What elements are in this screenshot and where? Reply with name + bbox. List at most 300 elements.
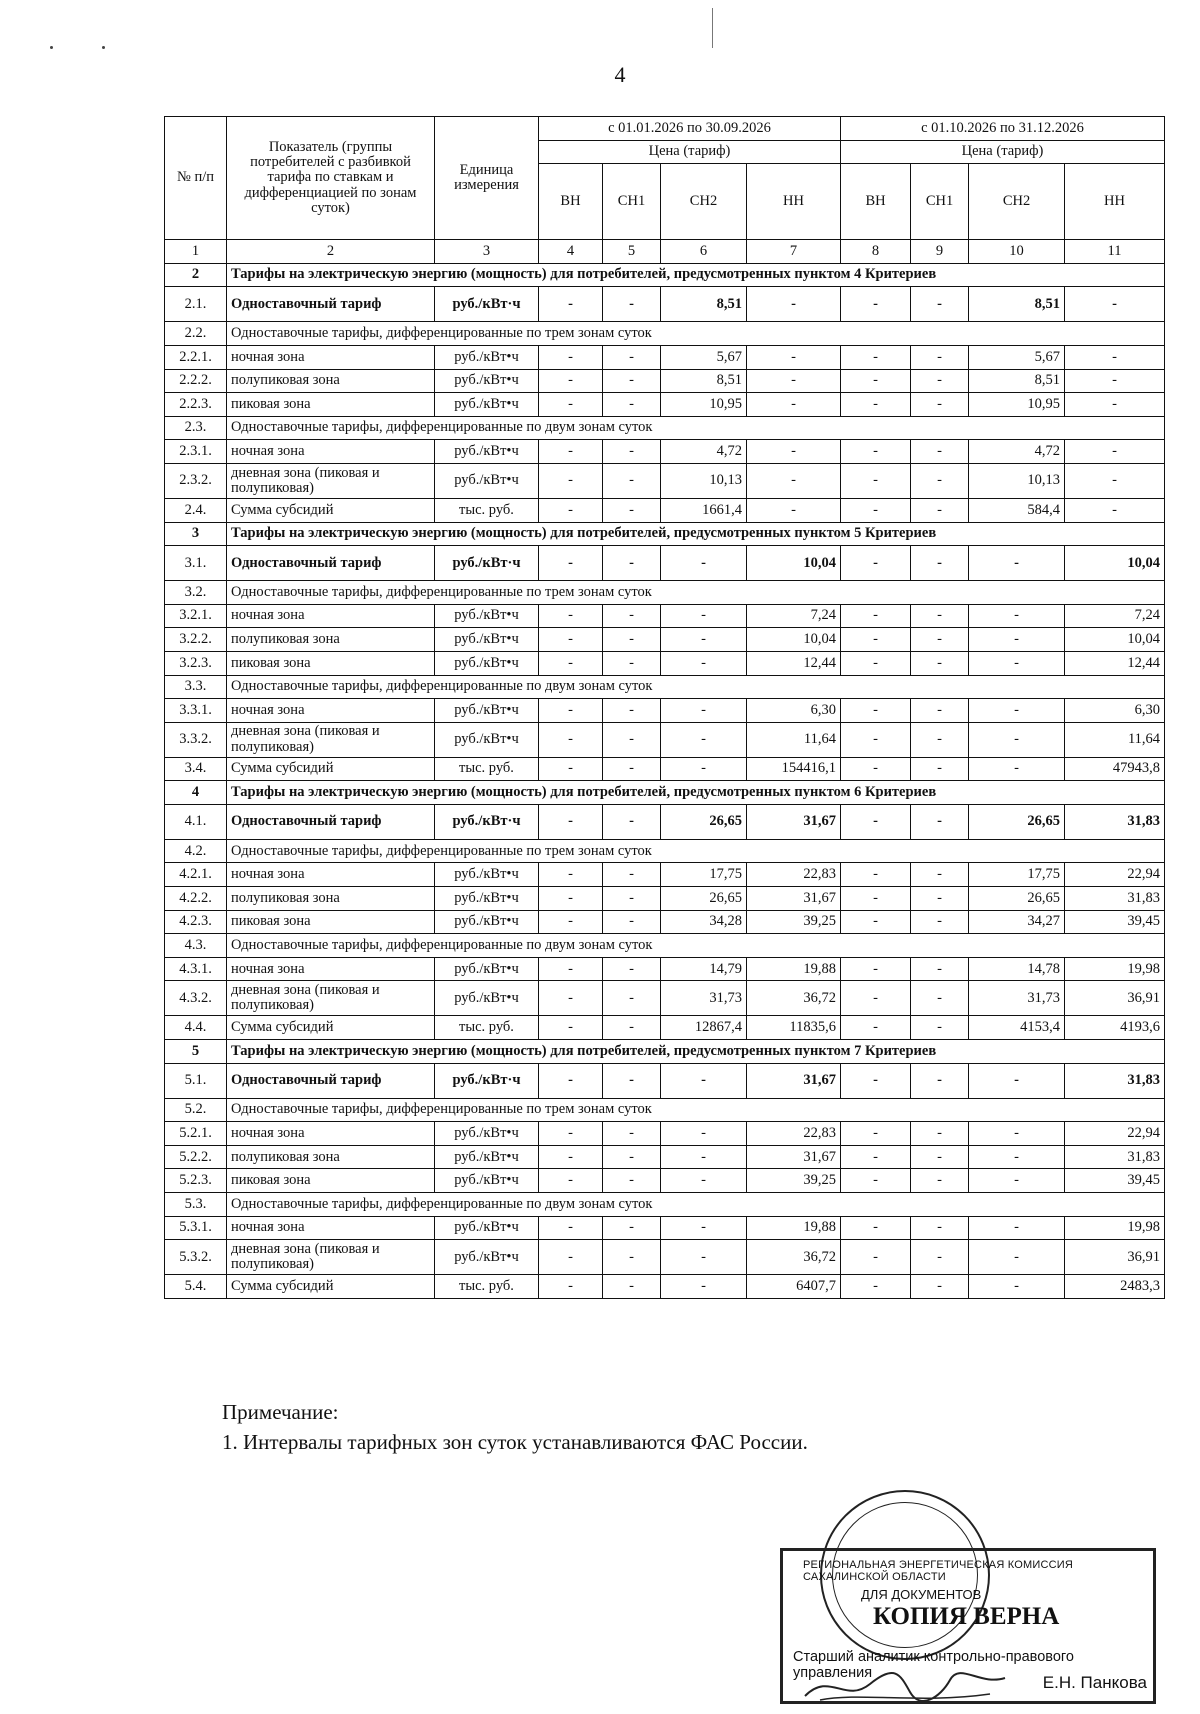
subsection-title: Одноставочные тарифы, дифференцированные по трем зонам суток (227, 581, 1165, 605)
row-name: ночная зона (227, 863, 435, 887)
row-unit: руб./кВт·ч (435, 546, 539, 581)
row-num: 2.2.2. (165, 369, 227, 393)
value-cell: 31,83 (1065, 1063, 1165, 1098)
row-unit: тыс. руб. (435, 757, 539, 781)
value-cell: 31,67 (747, 804, 841, 839)
value-cell: - (969, 1275, 1065, 1299)
section-title: Тарифы на электрическую энергию (мощность) для потребителей, предусмотренных пунктом 5 Критериев (227, 522, 1165, 546)
value-cell: - (539, 1122, 603, 1146)
table-row (165, 757, 1165, 781)
value-cell: - (841, 1240, 911, 1275)
value-cell: - (539, 546, 603, 581)
row-unit: руб./кВт•ч (435, 722, 539, 757)
value-cell: - (969, 757, 1065, 781)
value-cell: - (969, 1145, 1065, 1169)
section-num: 5 (165, 1040, 227, 1064)
value-cell: - (911, 1122, 969, 1146)
value-cell: 7,24 (1065, 604, 1165, 628)
value-cell: - (539, 345, 603, 369)
row-unit: тыс. руб. (435, 498, 539, 522)
table-row (165, 345, 1165, 369)
header-colnum: 4 (539, 240, 603, 264)
section-num: 3 (165, 522, 227, 546)
row-num: 4.3. (165, 934, 227, 958)
value-cell: - (911, 440, 969, 464)
value-cell: - (603, 887, 661, 911)
row-name: полупиковая зона (227, 628, 435, 652)
value-cell: - (969, 651, 1065, 675)
section-title: Тарифы на электрическую энергию (мощность) для потребителей, предусмотренных пунктом 4 Критериев (227, 263, 1165, 287)
section-title: Тарифы на электрическую энергию (мощность) для потребителей, предусмотренных пунктом 6 Критериев (227, 781, 1165, 805)
value-cell: - (603, 604, 661, 628)
header-colnum: 1 (165, 240, 227, 264)
value-cell: 31,67 (747, 1145, 841, 1169)
header-colnum: 3 (435, 240, 539, 264)
value-cell: - (841, 863, 911, 887)
value-cell: - (911, 1169, 969, 1193)
row-num: 4.3.2. (165, 981, 227, 1016)
value-cell: 31,67 (747, 1063, 841, 1098)
value-cell: 31,83 (1065, 1145, 1165, 1169)
value-cell: - (539, 628, 603, 652)
value-cell: - (661, 604, 747, 628)
value-cell: 31,83 (1065, 887, 1165, 911)
value-cell: - (603, 910, 661, 934)
row-num: 3.2.2. (165, 628, 227, 652)
value-cell: 26,65 (969, 804, 1065, 839)
value-cell: 19,88 (747, 957, 841, 981)
value-cell: - (841, 699, 911, 723)
value-cell: - (841, 393, 911, 417)
row-num: 4.2.1. (165, 863, 227, 887)
value-cell: 4193,6 (1065, 1016, 1165, 1040)
row-num: 5.2.1. (165, 1122, 227, 1146)
value-cell: - (539, 887, 603, 911)
value-cell: - (911, 757, 969, 781)
value-cell: - (747, 287, 841, 322)
value-cell: - (841, 369, 911, 393)
value-cell: - (603, 863, 661, 887)
row-unit: руб./кВт•ч (435, 1240, 539, 1275)
value-cell: - (603, 628, 661, 652)
value-cell: 6,30 (747, 699, 841, 723)
row-name: дневная зона (пиковая и полупиковая) (227, 981, 435, 1016)
value-cell: - (911, 498, 969, 522)
row-num: 2.3. (165, 416, 227, 440)
value-cell: 39,45 (1065, 1169, 1165, 1193)
value-cell: - (603, 369, 661, 393)
value-cell: 10,95 (969, 393, 1065, 417)
value-cell: 36,72 (747, 981, 841, 1016)
value-cell: 39,45 (1065, 910, 1165, 934)
row-unit: руб./кВт•ч (435, 1169, 539, 1193)
row-unit: руб./кВт•ч (435, 910, 539, 934)
table-row (165, 1145, 1165, 1169)
value-cell: - (661, 1122, 747, 1146)
row-num: 4.3.1. (165, 957, 227, 981)
value-cell: - (603, 498, 661, 522)
value-cell: - (603, 699, 661, 723)
table-row (165, 981, 1165, 1016)
value-cell: - (747, 369, 841, 393)
value-cell: - (539, 440, 603, 464)
table-row (165, 1240, 1165, 1275)
table-row (165, 1275, 1165, 1299)
value-cell: - (603, 1240, 661, 1275)
header-price-1: Цена (тариф) (539, 140, 841, 164)
value-cell: - (1065, 440, 1165, 464)
value-cell: - (911, 1275, 969, 1299)
value-cell: - (539, 722, 603, 757)
row-unit: руб./кВт·ч (435, 287, 539, 322)
value-cell: - (539, 957, 603, 981)
value-cell: - (911, 1016, 969, 1040)
value-cell: - (841, 287, 911, 322)
value-cell: 22,94 (1065, 1122, 1165, 1146)
value-cell: 4,72 (661, 440, 747, 464)
row-name: дневная зона (пиковая и полупиковая) (227, 1240, 435, 1275)
value-cell: - (841, 957, 911, 981)
row-unit: руб./кВт·ч (435, 1063, 539, 1098)
value-cell: - (841, 1016, 911, 1040)
row-num: 5.1. (165, 1063, 227, 1098)
section-num: 2 (165, 263, 227, 287)
row-num: 4.1. (165, 804, 227, 839)
value-cell: 17,75 (661, 863, 747, 887)
subsection-title: Одноставочные тарифы, дифференцированные по трем зонам суток (227, 1098, 1165, 1122)
signature (800, 1666, 1010, 1706)
value-cell: - (539, 393, 603, 417)
value-cell: 10,04 (1065, 546, 1165, 581)
subsection-row (165, 675, 1165, 699)
value-cell: - (969, 1063, 1065, 1098)
value-cell: 10,95 (661, 393, 747, 417)
value-cell: 10,04 (1065, 628, 1165, 652)
value-cell: - (539, 1016, 603, 1040)
value-cell: - (539, 910, 603, 934)
row-num: 4.4. (165, 1016, 227, 1040)
value-cell: 31,67 (747, 887, 841, 911)
value-cell: - (661, 699, 747, 723)
subsection-title: Одноставочные тарифы, дифференцированные по трем зонам суток (227, 839, 1165, 863)
table-row (165, 287, 1165, 322)
tariff-table-body (165, 117, 1165, 1299)
row-name: ночная зона (227, 440, 435, 464)
value-cell: - (969, 1122, 1065, 1146)
value-cell: - (539, 804, 603, 839)
value-cell: - (603, 1216, 661, 1240)
row-num: 5.2.2. (165, 1145, 227, 1169)
value-cell: - (841, 722, 911, 757)
value-cell: - (603, 345, 661, 369)
value-cell: - (911, 910, 969, 934)
table-row (165, 1169, 1165, 1193)
value-cell: - (911, 628, 969, 652)
value-cell: - (911, 957, 969, 981)
value-cell: 4153,4 (969, 1016, 1065, 1040)
row-unit: руб./кВт•ч (435, 863, 539, 887)
row-num: 5.2.3. (165, 1169, 227, 1193)
value-cell: - (969, 1240, 1065, 1275)
header-colnum: 2 (227, 240, 435, 264)
row-unit: руб./кВт•ч (435, 440, 539, 464)
row-num: 2.2. (165, 322, 227, 346)
table-row (165, 1016, 1165, 1040)
value-cell: 7,24 (747, 604, 841, 628)
value-cell: - (841, 1063, 911, 1098)
page-number: 4 (614, 62, 626, 87)
row-name: Сумма субсидий (227, 498, 435, 522)
value-cell: 14,79 (661, 957, 747, 981)
row-num: 4.2. (165, 839, 227, 863)
row-num: 2.2.1. (165, 345, 227, 369)
row-num: 5.3.2. (165, 1240, 227, 1275)
value-cell: - (603, 757, 661, 781)
value-cell: 12,44 (1065, 651, 1165, 675)
value-cell: - (661, 628, 747, 652)
value-cell: 2483,3 (1065, 1275, 1165, 1299)
header-level: ВН (841, 164, 911, 240)
row-name: Одноставочный тариф (227, 287, 435, 322)
value-cell: - (603, 546, 661, 581)
value-cell: - (661, 1275, 747, 1299)
value-cell: - (841, 628, 911, 652)
header-num: № п/п (165, 117, 227, 240)
value-cell: - (1065, 463, 1165, 498)
section-row (165, 781, 1165, 805)
value-cell: - (539, 1216, 603, 1240)
header-level: НН (747, 164, 841, 240)
value-cell: 5,67 (969, 345, 1065, 369)
value-cell: - (911, 1063, 969, 1098)
value-cell: 1661,4 (661, 498, 747, 522)
value-cell: 36,91 (1065, 981, 1165, 1016)
section-row (165, 263, 1165, 287)
row-unit: руб./кВт•ч (435, 1216, 539, 1240)
row-unit: руб./кВт•ч (435, 887, 539, 911)
table-row (165, 1122, 1165, 1146)
value-cell: - (1065, 345, 1165, 369)
value-cell: - (841, 463, 911, 498)
value-cell: - (969, 1169, 1065, 1193)
table-row (165, 957, 1165, 981)
row-unit: руб./кВт•ч (435, 604, 539, 628)
value-cell: - (841, 1145, 911, 1169)
table-row (165, 628, 1165, 652)
value-cell: - (911, 393, 969, 417)
value-cell: - (603, 1169, 661, 1193)
value-cell: - (603, 804, 661, 839)
subsection-title: Одноставочные тарифы, дифференцированные по двум зонам суток (227, 934, 1165, 958)
table-row (165, 699, 1165, 723)
value-cell: - (603, 1275, 661, 1299)
value-cell: - (969, 1216, 1065, 1240)
value-cell: - (661, 722, 747, 757)
row-name: пиковая зона (227, 910, 435, 934)
value-cell: - (841, 1216, 911, 1240)
row-num: 3.3. (165, 675, 227, 699)
value-cell: 154416,1 (747, 757, 841, 781)
value-cell: - (603, 1016, 661, 1040)
value-cell: 11835,6 (747, 1016, 841, 1040)
header-level: СН2 (969, 164, 1065, 240)
scan-mark (712, 8, 713, 48)
value-cell: - (539, 498, 603, 522)
value-cell: 8,51 (661, 287, 747, 322)
header-period-2: с 01.10.2026 по 31.12.2026 (841, 117, 1165, 141)
row-unit: руб./кВт•ч (435, 981, 539, 1016)
note-item: 1. Интервалы тарифных зон суток устанавливаются ФАС России. (222, 1430, 808, 1454)
value-cell: 8,51 (661, 369, 747, 393)
header-colnum: 5 (603, 240, 661, 264)
value-cell: 22,94 (1065, 863, 1165, 887)
row-num: 2.3.2. (165, 463, 227, 498)
value-cell: - (911, 287, 969, 322)
table-row (165, 651, 1165, 675)
table-row (165, 393, 1165, 417)
subsection-row (165, 839, 1165, 863)
row-num: 3.2. (165, 581, 227, 605)
value-cell: - (911, 369, 969, 393)
value-cell: - (539, 1240, 603, 1275)
table-row (165, 604, 1165, 628)
value-cell: - (911, 981, 969, 1016)
value-cell: 26,65 (661, 887, 747, 911)
subsection-row (165, 1193, 1165, 1217)
value-cell: - (603, 1063, 661, 1098)
value-cell: - (539, 369, 603, 393)
header-indicator: Показатель (группы потребителей с разбивкой тарифа по ставкам и дифференциацией по зонам суток) (227, 117, 435, 240)
value-cell: 5,67 (661, 345, 747, 369)
table-row (165, 804, 1165, 839)
value-cell: 47943,8 (1065, 757, 1165, 781)
subsection-row (165, 1098, 1165, 1122)
value-cell: - (841, 345, 911, 369)
subsection-row (165, 322, 1165, 346)
value-cell: - (969, 604, 1065, 628)
row-num: 2.1. (165, 287, 227, 322)
value-cell: 12867,4 (661, 1016, 747, 1040)
value-cell: 31,83 (1065, 804, 1165, 839)
row-unit: руб./кВт•ч (435, 345, 539, 369)
row-unit: руб./кВт•ч (435, 369, 539, 393)
value-cell: 584,4 (969, 498, 1065, 522)
value-cell: - (603, 440, 661, 464)
value-cell: 39,25 (747, 910, 841, 934)
header-level: СН2 (661, 164, 747, 240)
row-name: полупиковая зона (227, 887, 435, 911)
row-name: Одноставочный тариф (227, 546, 435, 581)
row-name: дневная зона (пиковая и полупиковая) (227, 463, 435, 498)
row-num: 4.2.3. (165, 910, 227, 934)
value-cell: - (911, 863, 969, 887)
value-cell: - (539, 1145, 603, 1169)
stamp-position: Старший аналитик контрольно-правового управления (793, 1649, 1074, 1681)
value-cell: - (603, 287, 661, 322)
value-cell: - (1065, 393, 1165, 417)
value-cell: - (661, 1063, 747, 1098)
value-cell: 10,13 (969, 463, 1065, 498)
value-cell: - (841, 440, 911, 464)
value-cell: 22,83 (747, 863, 841, 887)
value-cell: 4,72 (969, 440, 1065, 464)
header-colnum: 10 (969, 240, 1065, 264)
value-cell: - (969, 546, 1065, 581)
row-name: Одноставочный тариф (227, 804, 435, 839)
value-cell: - (911, 804, 969, 839)
section-title: Тарифы на электрическую энергию (мощность) для потребителей, предусмотренных пунктом 7 Критериев (227, 1040, 1165, 1064)
row-num: 2.3.1. (165, 440, 227, 464)
value-cell: - (539, 863, 603, 887)
value-cell: - (539, 604, 603, 628)
row-num: 5.3. (165, 1193, 227, 1217)
value-cell: - (911, 1145, 969, 1169)
value-cell: - (911, 699, 969, 723)
header-price-2: Цена (тариф) (841, 140, 1165, 164)
value-cell: - (841, 546, 911, 581)
value-cell: - (661, 651, 747, 675)
header-colnum: 6 (661, 240, 747, 264)
value-cell: - (841, 1169, 911, 1193)
value-cell: - (661, 546, 747, 581)
value-cell: 6,30 (1065, 699, 1165, 723)
row-unit: тыс. руб. (435, 1275, 539, 1299)
header-level: СН1 (603, 164, 661, 240)
header-level: НН (1065, 164, 1165, 240)
value-cell: - (1065, 369, 1165, 393)
header-period-1: с 01.01.2026 по 30.09.2026 (539, 117, 841, 141)
value-cell: - (603, 393, 661, 417)
value-cell: 8,51 (969, 369, 1065, 393)
value-cell: - (603, 1145, 661, 1169)
table-row (165, 498, 1165, 522)
table-row (165, 863, 1165, 887)
value-cell: - (969, 722, 1065, 757)
value-cell: - (841, 1275, 911, 1299)
value-cell: - (911, 345, 969, 369)
value-cell: 10,13 (661, 463, 747, 498)
value-cell: 36,91 (1065, 1240, 1165, 1275)
value-cell: - (1065, 498, 1165, 522)
note-title: Примечание: (222, 1400, 339, 1424)
stamp-org: РЕГИОНАЛЬНАЯ ЭНЕРГЕТИЧЕСКАЯ КОМИССИЯ САХАЛИНСКОЙ ОБЛАСТИ (803, 1559, 1073, 1583)
value-cell: - (841, 981, 911, 1016)
table-row (165, 887, 1165, 911)
row-unit: руб./кВт•ч (435, 628, 539, 652)
value-cell: 10,04 (747, 546, 841, 581)
row-num: 3.2.1. (165, 604, 227, 628)
value-cell: - (911, 651, 969, 675)
scan-dot (102, 46, 105, 49)
subsection-row (165, 416, 1165, 440)
value-cell: - (747, 345, 841, 369)
table-row (165, 1063, 1165, 1098)
value-cell: 12,44 (747, 651, 841, 675)
value-cell: 19,88 (747, 1216, 841, 1240)
value-cell: - (747, 393, 841, 417)
value-cell: - (661, 1240, 747, 1275)
value-cell: - (841, 1122, 911, 1146)
row-name: Сумма субсидий (227, 1275, 435, 1299)
stamp-for-docs: ДЛЯ ДОКУМЕНТОВ (861, 1587, 982, 1602)
subsection-title: Одноставочные тарифы, дифференцированные по двум зонам суток (227, 675, 1165, 699)
value-cell: - (603, 1122, 661, 1146)
subsection-title: Одноставочные тарифы, дифференцированные по трем зонам суток (227, 322, 1165, 346)
subsection-row (165, 934, 1165, 958)
value-cell: 19,98 (1065, 1216, 1165, 1240)
value-cell: 34,27 (969, 910, 1065, 934)
subsection-title: Одноставочные тарифы, дифференцированные по двум зонам суток (227, 1193, 1165, 1217)
